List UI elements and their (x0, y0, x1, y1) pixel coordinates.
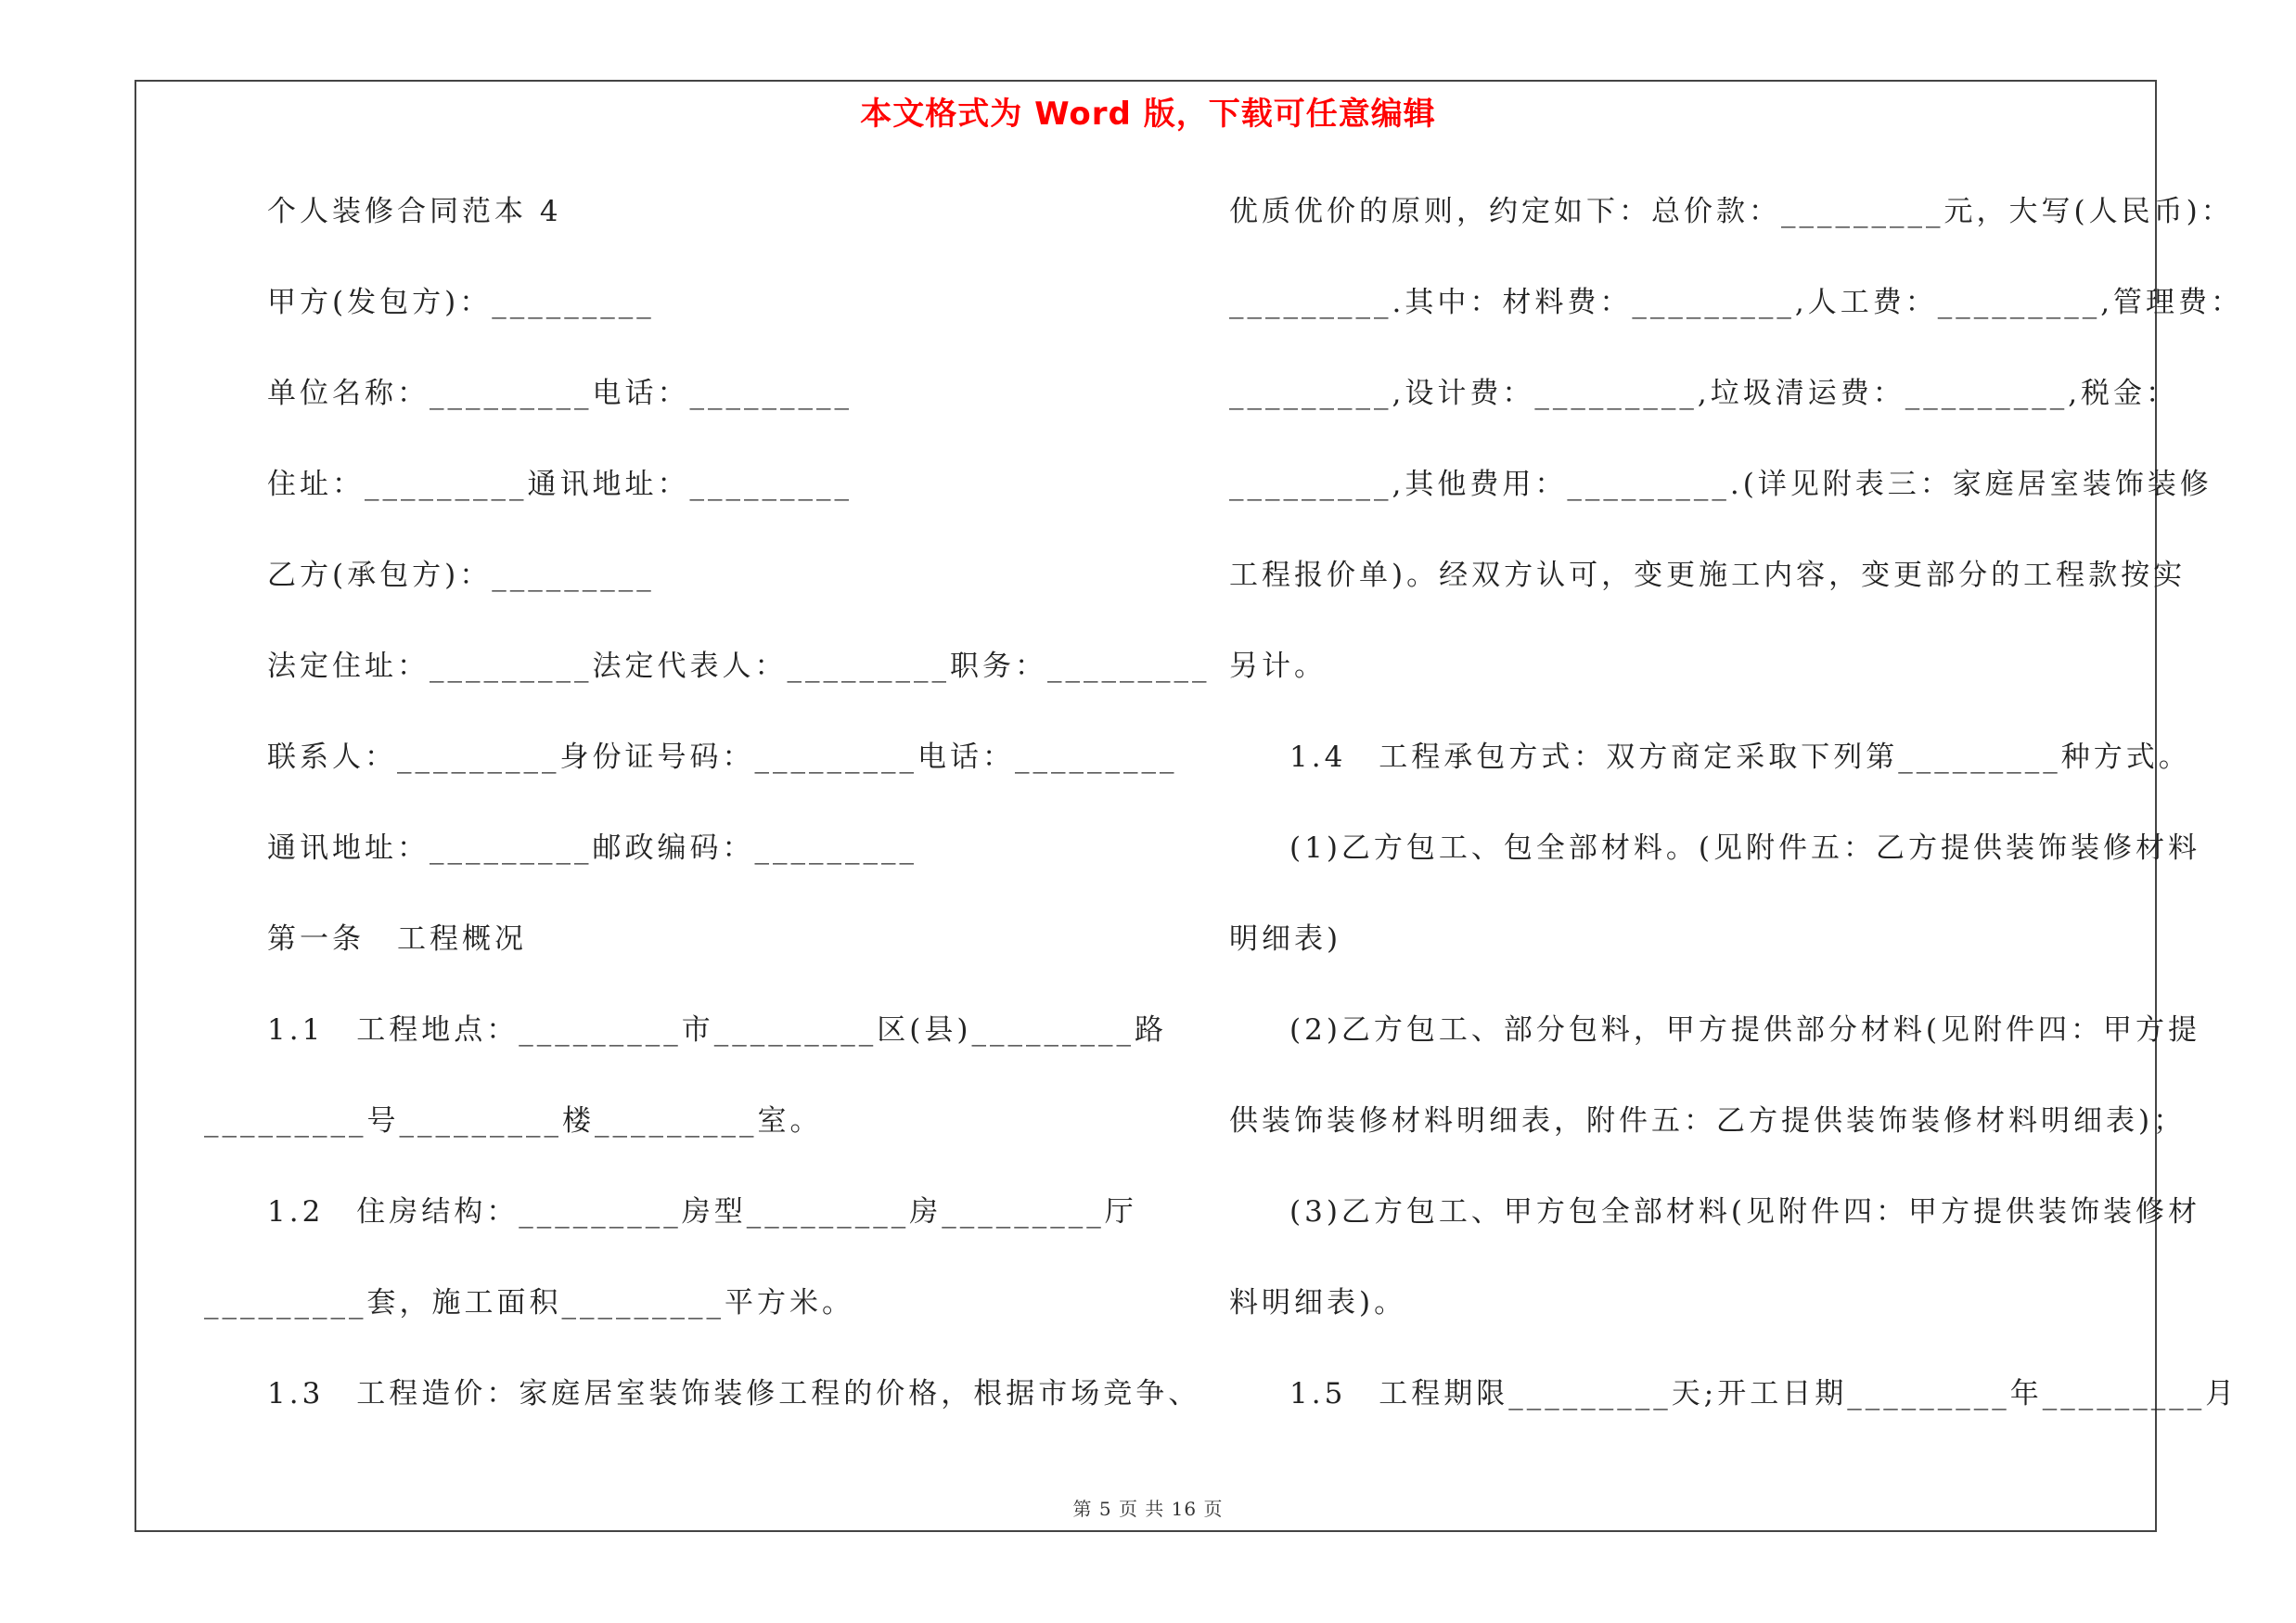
clause-1-3-cont-1: 优质优价的原则，约定如下：总价款：_________元，大写(人民币)： (1229, 195, 2234, 228)
clause-1-2: 1.2 住房结构：_________房型_________房_________厅 (267, 1195, 1137, 1229)
clause-1-3-cont-3: _________,设计费：_________,垃圾清运费：_________,税金： (1229, 377, 2179, 410)
legal-address-line: 法定住址：_________法定代表人：_________职务：_________ (267, 650, 1211, 683)
article-one-heading: 第一条 工程概况 (267, 922, 527, 956)
clause-1-3: 1.3 工程造价：家庭居室装饰装修工程的价格，根据市场竞争、 (267, 1377, 1201, 1410)
party-b-line: 乙方(承包方)：_________ (267, 559, 655, 592)
clause-1-5: 1.5 工程期限_________天;开工日期_________年_________月 (1289, 1377, 2238, 1410)
clause-1-3-cont-2: _________.其中：材料费：_________,人工费：_________,管理费： (1229, 286, 2244, 319)
clause-1-1: 1.1 工程地点：_________市_________区(县)_________路 (267, 1013, 1167, 1047)
party-a-line: 甲方(发包方)：_________ (267, 286, 655, 319)
clause-1-1-cont: _________号_________楼_________室。 (204, 1104, 823, 1138)
contact-line: 联系人：_________身份证号码：_________电话：_________ (267, 741, 1178, 774)
clause-1-4-option-2-cont: 供装饰装修材料明细表，附件五：乙方提供装饰装修材料明细表)； (1229, 1104, 2187, 1138)
word-format-banner: 本文格式为 Word 版，下载可任意编辑 (860, 96, 1436, 133)
clause-1-3-cont-5: 工程报价单)。经双方认可，变更施工内容，变更部分的工程款按实 (1229, 559, 2187, 592)
unit-name-line: 单位名称：_________电话：_________ (267, 377, 853, 410)
clause-1-4-option-3-cont: 料明细表)。 (1229, 1286, 1407, 1320)
mail-address-line: 通讯地址：_________邮政编码：_________ (267, 831, 917, 865)
clause-1-4-option-1-cont: 明细表) (1229, 922, 1342, 956)
clause-1-4-option-3: (3)乙方包工、甲方包全部材料(见附件四：甲方提供装饰装修材 (1289, 1195, 2201, 1229)
address-line: 住址：_________通讯地址：_________ (267, 468, 853, 501)
page-number-footer: 第 5 页 共 16 页 (1072, 1498, 1224, 1520)
clause-1-4: 1.4 工程承包方式：双方商定采取下列第_________种方式。 (1289, 741, 2191, 774)
doc-title: 个人装修合同范本 4 (267, 195, 562, 228)
clause-1-3-cont-4: _________,其他费用：_________.(详见附表三：家庭居室装饰装修 (1229, 468, 2213, 501)
clause-1-2-cont: _________套，施工面积_________平方米。 (204, 1286, 854, 1320)
clause-1-4-option-1: (1)乙方包工、包全部材料。(见附件五：乙方提供装饰装修材料 (1289, 831, 2201, 865)
clause-1-4-option-2: (2)乙方包工、部分包料，甲方提供部分材料(见附件四：甲方提 (1289, 1013, 2201, 1047)
clause-1-3-cont-6: 另计。 (1229, 650, 1327, 683)
